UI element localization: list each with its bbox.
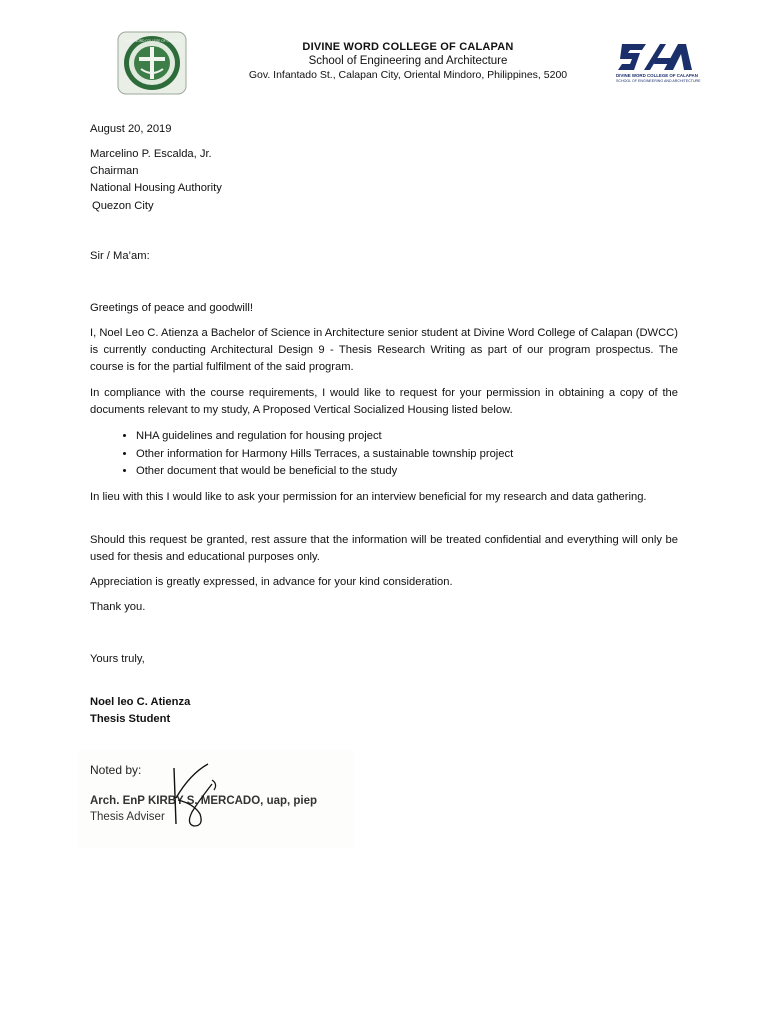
school-name: School of Engineering and Architecture — [308, 55, 508, 67]
adviser-name: Arch. EnP KIRBY S. MERCADO, uap, piep — [90, 795, 318, 807]
list-item: • Other information for Harmony Hills Terraces, a sustainable township project — [136, 446, 678, 464]
college-name: DIVINE WORD COLLEGE OF CALAPAN — [302, 41, 514, 53]
list-item: • Other document that would be beneficial to the study — [136, 463, 678, 481]
svg-text:DIVINE WORD COLLEGE OF CALAPAN: DIVINE WORD COLLEGE OF CALAPAN — [122, 39, 182, 43]
paragraph-appreciation: Appreciation is greatly expressed, in advance for your kind consideration. — [90, 576, 453, 588]
paragraph-intro: I, Noel Leo C. Atienza a Bachelor of Science in Architecture senior student at Divine Word College of Calapan (DWCC) is currently conducting Architectural Design 9 - Thesis Research Writing as part of our program prospectus. The course is for the partial fulfilment of the said program. — [90, 327, 678, 373]
documents-list — [90, 428, 678, 481]
greeting: Greetings of peace and goodwill! — [90, 302, 253, 314]
recipient-organization: National Housing Authority — [90, 182, 222, 194]
college-seal-icon — [117, 31, 187, 95]
letter-date: August 20, 2019 — [90, 123, 172, 135]
college-address: Gov. Infantado St., Calapan City, Oriental Mindoro, Philippines, 5200 — [248, 69, 568, 81]
paragraph-interview: In lieu with this I would like to ask your permission for an interview beneficial for my research and data gathering. — [90, 491, 647, 503]
sender-title: Thesis Student — [90, 713, 171, 725]
list-item: • NHA guidelines and regulation for housing project — [136, 428, 678, 446]
salutation: Sir / Ma’am: — [90, 250, 150, 262]
logo-line-1: DIVINE WORD COLLEGE OF CALAPAN — [616, 73, 698, 78]
paragraph-request: In compliance with the course requirements, I would like to request for your permission in obtaining a copy of the documents relevant to my study, A Proposed Vertical Socialized Housing listed below. — [90, 387, 678, 416]
sea-logo — [616, 40, 701, 86]
letterhead — [200, 40, 616, 82]
sea-logo-icon — [616, 40, 696, 74]
adviser-title: Thesis Adviser — [90, 811, 165, 823]
closing-line: Yours truly, — [90, 653, 145, 665]
recipient-position: Chairman — [90, 165, 139, 177]
thanks-line: Thank you. — [90, 601, 146, 613]
noted-by-label: Noted by: — [90, 763, 142, 777]
paragraph-confidentiality: Should this request be granted, rest assure that the information will be treated confidential and everything will only be used for thesis and educational purposes only. — [90, 534, 678, 563]
recipient-city: Quezon City — [92, 200, 154, 212]
signature-mark — [156, 754, 236, 834]
logo-line-2: SCHOOL OF ENGINEERING AND ARCHITECTURE — [616, 79, 701, 83]
recipient-name: Marcelino P. Escalda, Jr. — [90, 148, 212, 160]
sender-name: Noel leo C. Atienza — [90, 696, 191, 708]
noted-by-block — [78, 750, 354, 848]
